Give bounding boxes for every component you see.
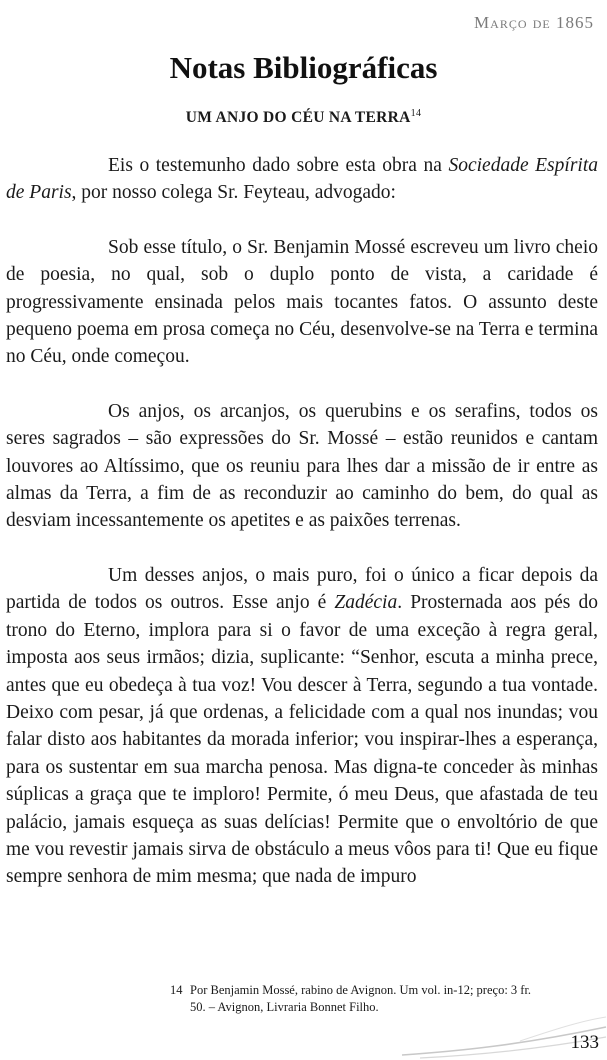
footnote (170, 982, 598, 1016)
footnote-line-1: Por Benjamin Mossé, rabino de Avignon. Um vol. in-12; preço: 3 fr. (190, 983, 532, 997)
paragraph-3: Os anjos, os arcanjos, os querubins e os serafins, todos os seres sagrados – são expressões do Sr. Mossé – estão reunidos e cantam louvores ao Altíssimo, que os reuniu para lhes dar a missão de ir entre as almas da Terra, a fim de as reconduzir ao caminho do bem, do qual as desviam incessantemente os apetites e as paixões terrenas. (6, 400, 598, 532)
page-title: Notas Bibliográficas (169, 50, 438, 85)
footnote-line-2: 50. – Avignon, Livraria Bonnet Filho. (190, 1000, 379, 1014)
footnote-number: 14 (170, 983, 183, 997)
paragraph-4 (6, 562, 598, 891)
paragraph-text: Um desses anjos, o mais puro, foi o único a ficar depois da partida de todos os outros. Esse anjo é (6, 564, 598, 614)
article-body (6, 152, 598, 891)
running-head: Março de 1865 (474, 13, 594, 32)
footnote-reference[interactable]: 14 (410, 108, 422, 119)
page-number: 133 (570, 1032, 599, 1053)
italic-text: Zadécia (334, 592, 398, 614)
paragraph-text: , por nosso colega Sr. Feyteau, advogado: (71, 182, 396, 204)
subtitle-text: UM ANJO DO CÉU NA TERRA (185, 109, 411, 127)
article-subtitle (0, 108, 607, 127)
paragraph-2: Sob esse título, o Sr. Benjamin Mossé escreveu um livro cheio de poesia, no qual, sob o duplo ponto de vista, a caridade é progressivamente ensinada pelos mais tocantes fatos. O assunto deste pequeno poema em prosa começa no Céu, desenvolve-se na Terra e termina no Céu, onde começou. (6, 236, 598, 368)
paragraph-text: . Prosternada aos pés do trono do Eterno, implora para si o favor de uma exceção à regra geral, imposta aos seus irmãos; dizia, suplicante: “Senhor, escuta a minha prece, antes que eu obedeça à tua voz! Vou descer à Terra, segundo a tua vontade. Deixo com pesar, já que ordenas, a felicidade com a qual nos inundas; vou falar disto aos habitantes da morada inferior; vou inspirar-lhes a esperança, para os sustentar em sua marcha penosa. Mas digna-te conceder às minhas súplicas a graça que te imploro! Permite, ó meu Deus, que afastada de teu palácio, jamais esqueça as suas delícias! Permite que o envoltório de que me vou revestir jamais sirva de obstáculo a meus vôos para ti! Que eu fique sempre senhora de mim mesma; que nada de impuro (6, 592, 598, 888)
paragraph-text: Eis o testemunho dado sobre esta obra na (108, 155, 449, 176)
italic-text: Sociedade Espírita de Paris (6, 155, 598, 204)
paragraph-1 (6, 152, 598, 207)
